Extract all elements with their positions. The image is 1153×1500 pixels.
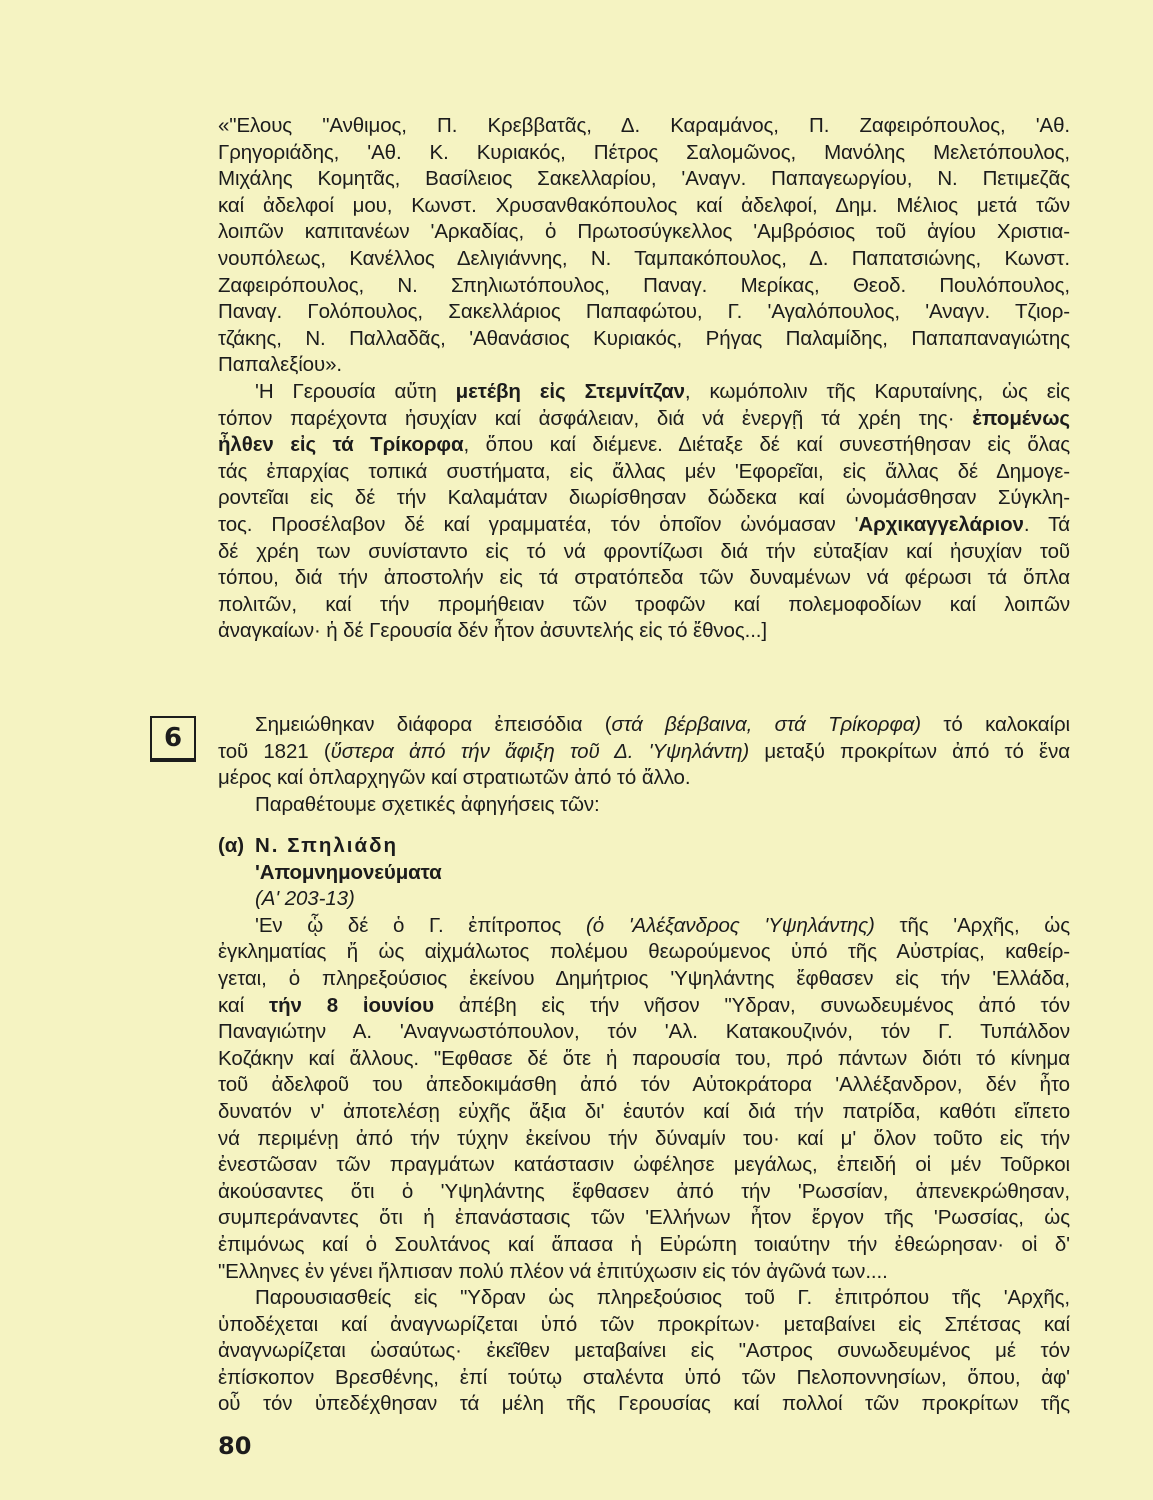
- text-line: τοῦ ἀδελφοῦ του ἀπεδοκιμάσθη ἀπό τόν Αὐτοκράτορα 'Αλλέξανδρον, δέν ἦτο: [218, 1073, 1070, 1097]
- quoted-document-block: [218, 113, 1070, 645]
- source-excerpt: [218, 833, 1070, 1418]
- text-line: 'Η Γερουσία αὔτη μετέβη εἰς Στεμνίτζαν, κωμόπολιν τῆς Καρυταίνης, ὡς εἰς: [255, 379, 1071, 403]
- text-line: δυνατόν ν' ἀποτελέσῃ εὐχῆς ἄξια δι' ἑαυτόν καί διά τήν πατρίδα, καθότι εἴπετο: [218, 1099, 1070, 1123]
- text-line: Ζαφειρόπουλος, Ν. Σπηλιωτόπουλος, Παναγ. Μερίκας, Θεοδ. Πουλόπουλος,: [218, 273, 1070, 297]
- text-line: καί τήν 8 ἰουνίου ἀπέβη εἰς τήν νῆσον "Υδραν, συνωδευμένος ἀπό τόν: [218, 993, 1070, 1017]
- text-line: τος. Προσέλαβον δέ καί γραμματέα, τόν ὁποῖον ὠνόμασαν 'Αρχικαγγελάριον. Τά: [218, 512, 1070, 536]
- italic-phrase: ὕστερα ἀπό τήν ἄφιξη τοῦ Δ. 'Υψηλάντη): [330, 739, 750, 763]
- text-line: τάς ἐπαρχίας τοπικά συστήματα, εἰς ἄλλας μέν 'Εφορεῖαι, εἰς ἄλλας δέ Δημογε-: [218, 459, 1070, 483]
- text-line: Παρουσιασθείς εἰς "Υδραν ὡς πληρεξούσιος τοῦ Γ. ἐπιτρόπου τῆς 'Αρχῆς,: [255, 1286, 1070, 1310]
- source-author: Ν. Σπηλιάδη: [255, 834, 399, 857]
- text-line: Σημειώθηκαν διάφορα ἐπεισόδια (στά βέρβαινα, στά Τρίκορφα) τό καλοκαίρι: [255, 713, 1070, 736]
- text-line: καί ἀδελφοί μου, Κωνστ. Χρυσανθακόπουλος καί ἀδελφοί, Δημ. Μέλιος μετά τῶν: [218, 193, 1070, 217]
- bold-phrase: ἐπομένως: [972, 406, 1070, 430]
- text-line: Παπαλεξίου».: [218, 353, 342, 377]
- page-number: 80: [218, 1432, 252, 1460]
- text-line: ροντεῖαι εἰς δέ τήν Καλαμάταν διωρίσθησαν δώδεκα καί ὠνομάσθησαν Σύγκλη-: [218, 486, 1070, 510]
- text-line: Παναγ. Γολόπουλος, Σακελλάριος Παπαφώτου, Γ. 'Αγαλόπουλος, 'Αναγν. Τζιορ-: [218, 300, 1070, 324]
- bold-phrase: τήν 8 ἰουνίου: [269, 993, 434, 1017]
- excerpt-text: [218, 913, 1070, 1418]
- text-line: Γρηγοριάδης, 'Αθ. Κ. Κυριακός, Πέτρος Σαλομῶνος, Μανόλης Μελετόπουλος,: [218, 140, 1070, 164]
- text-line: λοιπῶν καπιτανέων 'Αρκαδίας, ὁ Πρωτοσύγκελλος 'Αμβρόσιος τοῦ ἁγίου Χριστια-: [218, 220, 1070, 244]
- text-line: 'Εν ᾧ δέ ὁ Γ. ἐπίτροπος (ὁ 'Αλέξανδρος 'Υψηλάντης) τῆς 'Αρχῆς, ὡς: [255, 913, 1070, 937]
- text-line: Παραθέτουμε σχετικές ἀφηγήσεις τῶν:: [255, 792, 600, 816]
- text-line: τόπον παρέχοντα ἡσυχίαν καί ἀσφάλειαν, διά νά ἐνεργῇ τά χρέη της· ἐπομένως: [218, 406, 1070, 430]
- text-line: ἐγκληματίας ἤ ὡς αἰχμάλωτος πολέμου θεωρούμενος ὑπό τῆς Αὐστρίας, καθείρ-: [218, 940, 1070, 964]
- text-line: Μιχάλης Κομητᾶς, Βασίλειος Σακελλαρίου, 'Αναγν. Παπαγεωργίου, Ν. Πετιμεζᾶς: [218, 167, 1070, 191]
- italic-phrase: στά βέρβαινα, στά Τρίκορφα): [611, 713, 922, 736]
- source-work-title: 'Απομνημονεύματα: [255, 860, 442, 884]
- text-line: Κοζάκην καί ἄλλους. "Εφθασε δέ ὅτε ἡ παρουσία του, πρό πάντων διότι τό κίνημα: [218, 1046, 1070, 1070]
- text-line: ἐπίσκοπον Βρεσθένης, ἐπί τούτῳ σταλέντα ὑπό τῶν Πελοποννησίων, ὅπου, ἀφ': [218, 1365, 1070, 1389]
- text-line: νουπόλεως, Κανέλλος Δελιγιάννης, Ν. Ταμπακόπουλος, Δ. Παπατσιώνης, Κωνστ.: [218, 246, 1070, 270]
- source-reference: (Α' 203-13): [255, 887, 355, 911]
- text-line: ὑποδέχεται καί ἀναγνωρίζεται ὑπό τῶν προκρίτων· μεταβαίνει εἰς Σπέτσας καί: [218, 1312, 1070, 1336]
- text-line: ἀκούσαντες ὅτι ὁ 'Υψηλάντης ἔφθασεν ἀπό τήν 'Ρωσσίαν, ἀπενεκρώθησαν,: [218, 1179, 1070, 1203]
- text-line: τζάκης, Ν. Παλλαδᾶς, 'Αθανάσιος Κυριακός, Ρήγας Παλαμίδης, Παπαπαναγιώτης: [218, 326, 1070, 350]
- text-line: ἀναγκαίων· ἡ δέ Γερουσία δέν ἦτον ἀσυντελής εἰς τό ἔθνος...]: [218, 619, 767, 643]
- text-line: μέρος καί ὁπλαρχηγῶν καί στρατιωτῶν ἀπό τό ἄλλο.: [218, 766, 691, 790]
- italic-phrase: (ὁ 'Αλέξανδρος 'Υψηλάντης): [585, 913, 875, 937]
- text-line: νά περιμένῃ ἀπό τήν τύχην ἐκείνου τήν δύναμίν του· καί μ' ὅλον τοῦτο εἰς τήν: [218, 1126, 1070, 1150]
- bold-phrase: Αρχικαγγελάριον: [858, 512, 1024, 536]
- text-line: τοῦ 1821 (ὕστερα ἀπό τήν ἄφιξη τοῦ Δ. 'Υψηλάντη) μεταξύ προκρίτων ἀπό τό ἕνα: [218, 739, 1070, 763]
- source-label: (α): [218, 834, 244, 857]
- section-marker-shadow: [150, 760, 196, 762]
- text-line: οὗ τόν ὑπεδέχθησαν τά μέλη τῆς Γερουσίας καί πολλοί τῶν προκρίτων τῆς: [218, 1392, 1070, 1416]
- text-line: «"Ελους "Ανθιμος, Π. Κρεββατᾶς, Δ. Καραμάνος, Π. Ζαφειρόπουλος, 'Αθ.: [218, 114, 1070, 137]
- text-line: ἐπιμόνως καί ὁ Σουλτάνος καί ἅπασα ἡ Εὐρώπη τοιαύτην τήν ἐθεώρησαν· οἱ δ': [218, 1232, 1070, 1256]
- text-line: ἦλθεν εἰς τά Τρίκορφα, ὅπου καί διέμενε. Διέταξε δέ καί συνεστήθησαν εἰς ὅλας: [218, 433, 1071, 457]
- bold-phrase: μετέβη εἰς Στεμνίτζαν: [455, 379, 685, 403]
- section-number-box: 6: [150, 716, 196, 760]
- source-heading: [218, 833, 1070, 860]
- text-line: πολιτῶν, καί τήν προμήθειαν τῶν τροφῶν καί πολεμοφοδίων καί λοιπῶν: [218, 592, 1070, 616]
- text-line: τόπου, διά τήν ἀποστολήν εἰς τά στρατόπεδα τῶν δυναμένων νά φέρωσι τά ὅπλα: [218, 566, 1070, 590]
- bold-phrase: ἦλθεν εἰς τά Τρίκορφα: [218, 433, 464, 457]
- text-line: δέ χρέη των συνίσταντο εἰς τό νά φροντίζωσι διά τήν εὐταξίαν καί ἡσυχίαν τοῦ: [218, 539, 1070, 563]
- text-line: γεται, ὁ πληρεξούσιος ἐκείνου Δημήτριος 'Υψηλάντης ἔφθασεν εἰς τήν 'Ελλάδα,: [218, 966, 1070, 990]
- text-line: ἐνεστῶσαν τῶν πραγμάτων κατάστασιν ὠφέλησε μεγάλως, ἐπειδή οἱ μέν Τοῦρκοι: [218, 1153, 1070, 1177]
- text-line: Παναγιώτην Α. 'Αναγνωστόπουλον, τόν 'Αλ. Κατακουζινόν, τόν Γ. Τυπάλδον: [218, 1020, 1070, 1044]
- section-intro: [218, 712, 1070, 818]
- text-line: ἀναγνωρίζεται ὡσαύτως· ἐκεῖθεν μεταβαίνει εἰς "Αστρος συνωδευμένος μέ τόν: [218, 1339, 1070, 1363]
- text-line: "Ελληνες ἐν γένει ἤλπισαν πολύ πλέον νά ἐπιτύχωσιν εἰς τόν ἀγῶνά των....: [218, 1259, 888, 1283]
- text-line: συμπεράναντες ὅτι ἡ ἐπανάστασις τῶν 'Ελλήνων ἦτον ἔργον τῆς 'Ρωσσίας, ὡς: [218, 1206, 1070, 1230]
